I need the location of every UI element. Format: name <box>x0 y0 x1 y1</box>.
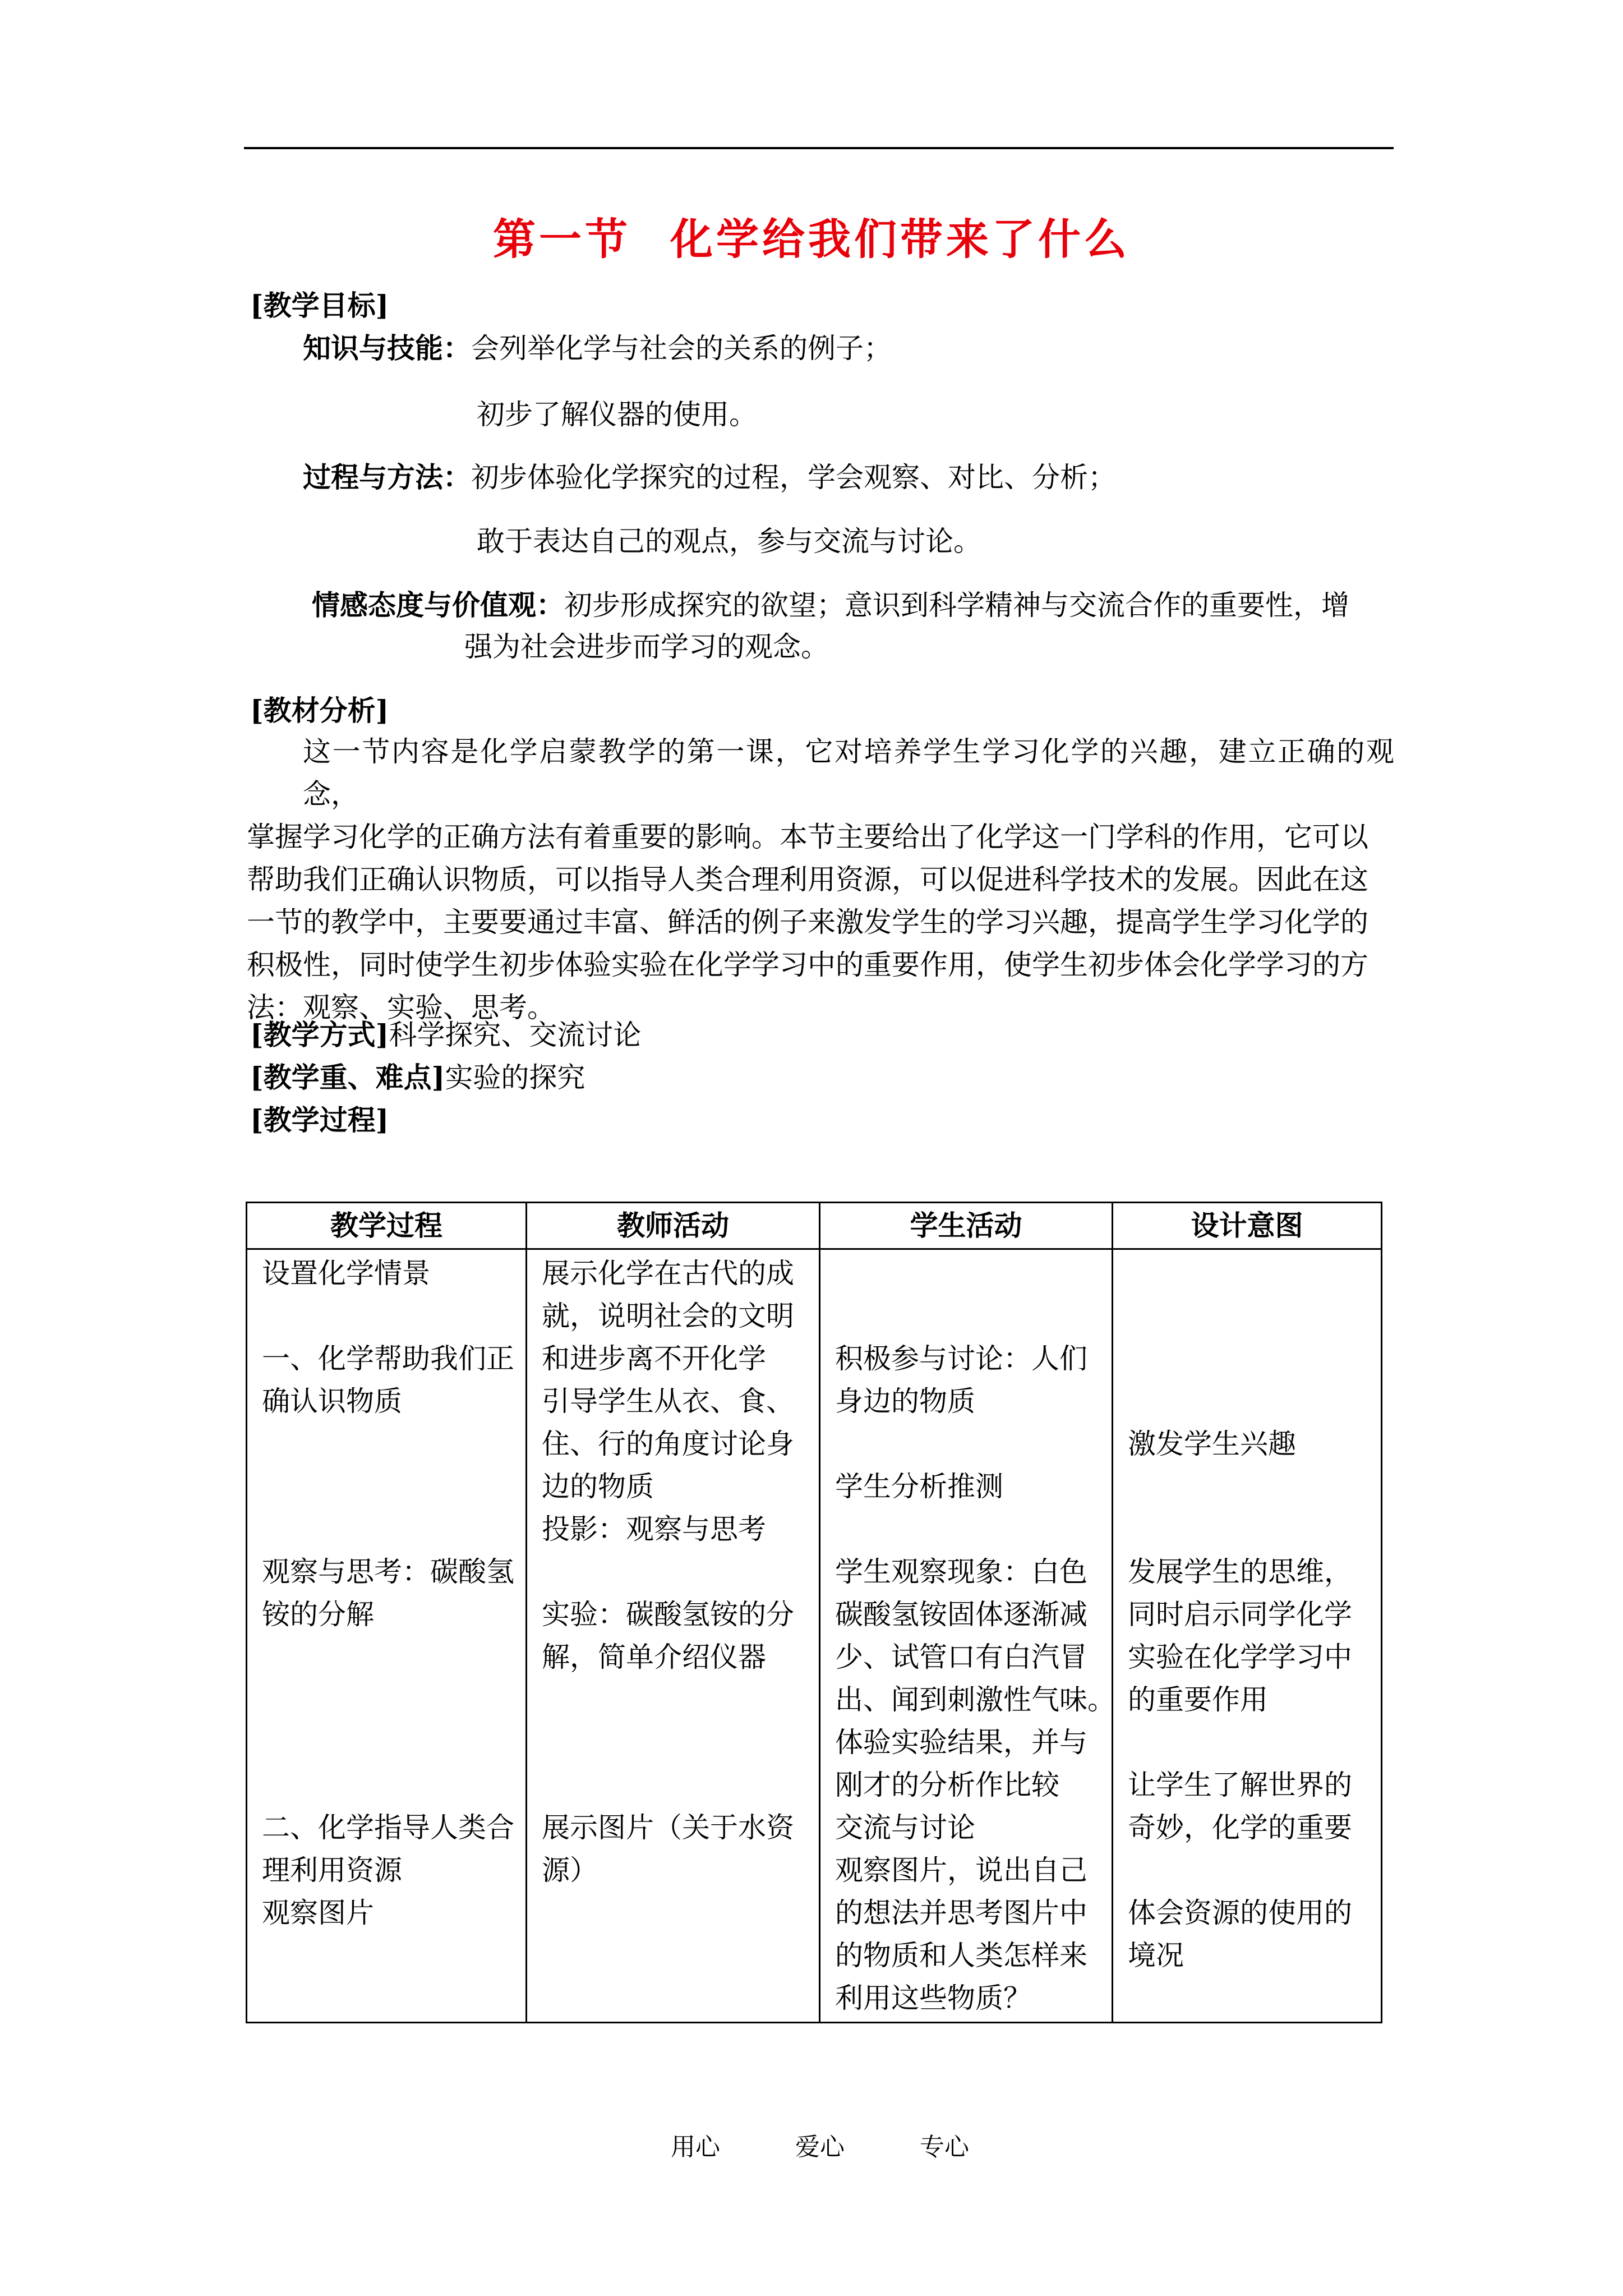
process-cell <box>247 1249 527 2023</box>
process-cell-line <box>262 1508 511 1550</box>
method-value: 科学探究、交流讨论 <box>389 1019 642 1051</box>
process-text-2: 敢于表达自己的观点，参与交流与讨论。 <box>477 525 981 558</box>
process-cell-line <box>262 1721 511 1764</box>
intent-cell-line <box>1128 1252 1366 1295</box>
student-cell-line: 体验实验结果，并与 <box>835 1726 1087 1759</box>
student-cell-line: 刚才的分析作比较 <box>835 1769 1059 1801</box>
process-cell-line: 观察图片 <box>262 1897 374 1929</box>
emotion-label: 情感态度与价值观： <box>312 588 564 622</box>
student-cell-line <box>835 1295 1097 1337</box>
header-student: 学生活动 <box>820 1203 1113 1249</box>
student-cell-line: 观察图片，说出自己 <box>835 1854 1087 1887</box>
method-label: [教学方式] <box>250 1018 389 1051</box>
teacher-cell-line: 源） <box>542 1854 598 1887</box>
teacher-cell-line: 实验：碳酸氢铵的分 <box>542 1598 794 1631</box>
table-row <box>247 1249 1382 2023</box>
table-header-row <box>247 1203 1382 1249</box>
knowledge-text-1: 会列举化学与社会的关系的例子； <box>471 332 892 365</box>
emotion-text-1: 初步形成探究的欲望；意识到科学精神与交流合作的重要性，增 <box>564 589 1349 622</box>
intent-cell-line <box>1128 1849 1366 1892</box>
footer-item-1: 用心 <box>671 2133 720 2161</box>
analysis-line-4: 一节的教学中，主要要通过丰富、鲜活的例子来激发学生的学习兴趣，提高学生学习化学的 <box>247 906 1368 938</box>
process-cell-line: 确认识物质 <box>262 1385 402 1418</box>
analysis-heading: [教材分析] <box>250 694 389 727</box>
header-teacher: 教师活动 <box>527 1203 820 1249</box>
student-cell-line <box>835 1252 1097 1295</box>
student-cell-line: 交流与讨论 <box>835 1811 975 1844</box>
page-title <box>0 209 1623 270</box>
analysis-line-2: 掌握学习化学的正确方法有着重要的影响。本节主要给出了化学这一门学科的作用，它可以 <box>247 821 1368 853</box>
emotion-text-2: 强为社会进步而学习的观念。 <box>464 631 829 663</box>
keypoints-label: [教学重、难点] <box>250 1061 445 1094</box>
footer-item-3: 专心 <box>920 2133 969 2161</box>
teacher-cell-line: 住、行的角度讨论身 <box>542 1428 794 1460</box>
analysis-line-5: 积极性，同时使学生初步体验实验在化学学习中的重要作用，使学生初步体会化学学习的方 <box>247 949 1368 981</box>
title-section: 第一节 <box>493 214 631 264</box>
student-cell-line: 利用这些物质？ <box>835 1982 1031 2014</box>
process-cell-line: 铵的分解 <box>262 1598 374 1631</box>
teacher-cell-line <box>542 1721 804 1764</box>
intent-cell <box>1113 1249 1382 2023</box>
knowledge-label: 知识与技能： <box>303 332 471 365</box>
knowledge-line-1 <box>303 326 892 370</box>
student-cell-line: 学生分析推测 <box>835 1470 1003 1503</box>
teacher-cell-line <box>542 1764 804 1806</box>
teacher-cell-line: 引导学生从衣、食、 <box>542 1385 794 1418</box>
method-line <box>250 1013 641 1057</box>
intent-cell-line <box>1128 1337 1366 1380</box>
student-cell-line: 积极参与讨论：人们 <box>835 1342 1087 1375</box>
process-label: 过程与方法： <box>303 461 471 494</box>
process-cell-line: 理利用资源 <box>262 1854 402 1887</box>
student-cell-line: 身边的物质 <box>835 1385 975 1418</box>
knowledge-text-2: 初步了解仪器的使用。 <box>477 398 757 431</box>
teacher-cell-line <box>542 1678 804 1721</box>
teacher-cell-line: 解，简单介绍仪器 <box>542 1641 766 1673</box>
intent-cell-line: 奇妙，化学的重要 <box>1128 1811 1352 1844</box>
student-cell-line: 的物质和人类怎样来 <box>835 1939 1087 1972</box>
process-text-1: 初步体验化学探究的过程，学会观察、对比、分析； <box>471 461 1116 494</box>
analysis-paragraph <box>247 730 1394 1029</box>
process-cell-line: 二、化学指导人类合 <box>262 1811 514 1844</box>
student-cell-line <box>835 1423 1097 1465</box>
student-cell-line: 少、试管口有白汽冒 <box>835 1641 1087 1673</box>
analysis-line-6: 法：观察、实验、思考。 <box>247 991 555 1024</box>
intent-cell-line: 的重要作用 <box>1128 1683 1268 1716</box>
student-cell <box>820 1249 1113 2023</box>
intent-cell-line <box>1128 1721 1366 1764</box>
student-cell-line: 学生观察现象：白色 <box>835 1556 1087 1588</box>
analysis-line-1: 这一节内容是化学启蒙教学的第一课，它对培养学生学习化学的兴趣，建立正确的观念， <box>303 735 1394 811</box>
teacher-cell-line: 展示化学在古代的成 <box>542 1257 794 1290</box>
process-cell-line <box>262 1465 511 1508</box>
intent-cell-line <box>1128 1380 1366 1423</box>
student-cell-line: 的想法并思考图片中 <box>835 1897 1087 1929</box>
student-cell-line: 出、闻到刺激性气味。 <box>835 1683 1115 1716</box>
header-process: 教学过程 <box>247 1203 527 1249</box>
process-cell-line: 观察与思考：碳酸氢 <box>262 1556 514 1588</box>
intent-cell-line: 让学生了解世界的 <box>1128 1769 1352 1801</box>
title-text: 化学给我们带来了什么 <box>670 214 1130 264</box>
intent-cell-line: 实验在化学学习中 <box>1128 1641 1352 1673</box>
emotion-line-1 <box>312 583 1349 627</box>
process-cell-line <box>262 1678 511 1721</box>
intent-cell-line <box>1128 1295 1366 1337</box>
teacher-cell-line: 和进步离不开化学 <box>542 1342 766 1375</box>
objectives-heading: [教学目标] <box>250 289 389 322</box>
keypoints-line <box>250 1056 585 1099</box>
teaching-process-table <box>246 1202 1382 2023</box>
teacher-cell <box>527 1249 820 2023</box>
teacher-cell-line <box>542 1550 804 1593</box>
intent-cell-line <box>1128 1508 1366 1550</box>
keypoints-value: 实验的探究 <box>445 1061 585 1094</box>
footer-item-2: 爱心 <box>795 2133 845 2161</box>
process-cell-line: 设置化学情景 <box>262 1257 430 1290</box>
teacher-cell-line: 展示图片（关于水资 <box>542 1811 794 1844</box>
analysis-line-3: 帮助我们正确认识物质，可以指导人类合理利用资源，可以促进科学技术的发展。因此在这 <box>247 863 1368 896</box>
teacher-cell-line: 边的物质 <box>542 1470 654 1503</box>
teacher-cell-line: 就，说明社会的文明 <box>542 1300 794 1332</box>
intent-cell-line: 境况 <box>1128 1939 1184 1972</box>
intent-cell-line <box>1128 1465 1366 1508</box>
process-heading: [教学过程] <box>250 1103 389 1137</box>
process-cell-line <box>262 1423 511 1465</box>
process-cell-line <box>262 1295 511 1337</box>
intent-cell-line: 发展学生的思维， <box>1128 1556 1352 1588</box>
intent-cell-line: 激发学生兴趣 <box>1128 1428 1296 1460</box>
student-cell-line: 碳酸氢铵固体逐渐减 <box>835 1598 1087 1631</box>
process-cell-line <box>262 1636 511 1678</box>
intent-cell-line: 体会资源的使用的 <box>1128 1897 1352 1929</box>
process-cell-line <box>262 1764 511 1806</box>
header-intent: 设计意图 <box>1113 1203 1382 1249</box>
intent-cell-line: 同时启示同学化学 <box>1128 1598 1352 1631</box>
header-rule <box>244 147 1394 149</box>
process-cell-line: 一、化学帮助我们正 <box>262 1342 514 1375</box>
student-cell-line <box>835 1508 1097 1550</box>
process-line-1 <box>303 455 1116 499</box>
teacher-cell-line: 投影：观察与思考 <box>542 1513 766 1545</box>
